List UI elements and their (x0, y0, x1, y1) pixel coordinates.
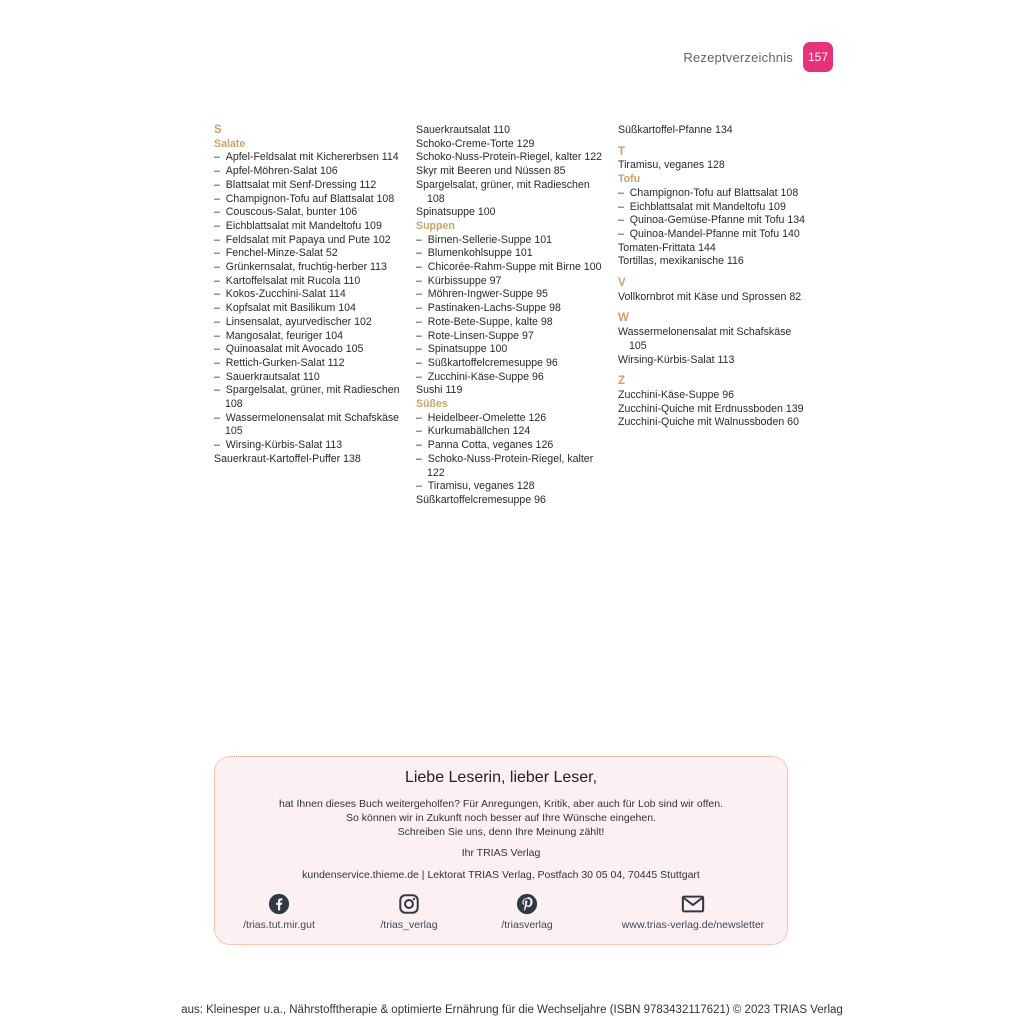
index-entry: – Schoko-Nuss-Protein-Riegel, kalter 122 (416, 453, 606, 480)
index-entry: – Wassermelonensalat mit Schafskäse 105 (214, 412, 404, 439)
index-entry: – Kürbissuppe 97 (416, 275, 606, 289)
box-text-line: hat Ihnen dieses Buch weitergeholfen? Für Anregungen, Kritik, aber auch für Lob sind wir offen. (279, 798, 723, 810)
box-text-line: Schreiben Sie uns, denn Ihre Meinung zählt! (397, 826, 605, 838)
reader-feedback-box (214, 756, 788, 945)
index-sub-list (416, 234, 606, 385)
index-entry: – Kartoffelsalat mit Rucola 110 (214, 275, 404, 289)
index-entry: – Chicorée-Rahm-Suppe mit Birne 100 (416, 261, 606, 275)
index-subheading: Salate (214, 137, 246, 150)
social-facebook[interactable] (237, 893, 321, 931)
index-entry: Wassermelonensalat mit Schafskäse 105 (618, 326, 792, 352)
index-column-2 (416, 124, 606, 508)
index-entry: – Champignon-Tofu auf Blattsalat 108 (214, 193, 404, 207)
pinterest-link[interactable]: /triasverlag (501, 919, 553, 931)
index-entry: – Apfel-Möhren-Salat 106 (214, 165, 404, 179)
index-entry: – Tiramisu, veganes 128 (416, 480, 606, 494)
index-entry: Sauerkrautsalat 110 (416, 124, 511, 136)
index-entry: – Heidelbeer-Omelette 126 (416, 412, 606, 426)
index-entry: – Couscous-Salat, bunter 106 (214, 206, 404, 220)
index-list (618, 389, 808, 430)
index-entry: Wirsing-Kürbis-Salat 113 (618, 353, 735, 366)
index-entry: – Rettich-Gurken-Salat 112 (214, 357, 404, 371)
index-entry: – Kopfsalat mit Basilikum 104 (214, 302, 404, 316)
index-sub-list (214, 151, 404, 452)
running-title: Rezeptverzeichnis (683, 49, 793, 65)
facebook-link[interactable]: /trias.tut.mir.gut (243, 919, 315, 931)
social-newsletter[interactable] (609, 893, 777, 931)
index-entry: – Blumenkohlsuppe 101 (416, 247, 606, 261)
index-entry: Tiramisu, veganes 128 (618, 159, 725, 172)
index-subheading: Süßes (416, 398, 448, 411)
index-entry: – Panna Cotta, veganes 126 (416, 439, 606, 453)
index-entry: Skyr mit Beeren und Nüssen 85 (416, 165, 566, 178)
index-list (618, 326, 808, 367)
index-entry: – Möhren-Ingwer-Suppe 95 (416, 288, 606, 302)
index-list (416, 124, 606, 220)
index-entry: – Quinoa-Gemüse-Pfanne mit Tofu 134 (618, 214, 808, 228)
index-entry: – Eichblattsalat mit Mandeltofu 109 (214, 220, 404, 234)
newsletter-link[interactable]: www.trias-verlag.de/newsletter (621, 919, 765, 931)
index-entry: – Champignon-Tofu auf Blattsalat 108 (618, 187, 808, 201)
index-entry: Tomaten-Frittata 144 (618, 241, 716, 254)
box-contact: kundenservice.thieme.de | Lektorat TRIAS Verlag, Postfach 30 05 04, 70445 Stuttgart (302, 869, 700, 881)
index-entry: – Eichblattsalat mit Mandeltofu 109 (618, 201, 808, 215)
index-letter: V (618, 277, 626, 290)
instagram-link[interactable]: /trias_verlag (380, 919, 438, 931)
index-entry: – Spargelsalat, grüner, mit Radieschen 108 (214, 384, 404, 411)
index-entry: – Rote-Linsen-Suppe 97 (416, 330, 606, 344)
index-entry: Sushi 119 (416, 384, 463, 397)
index-entry: – Linsensalat, ayurvedischer 102 (214, 316, 404, 330)
index-entry: Vollkornbrot mit Käse und Sprossen 82 (618, 290, 802, 303)
page-header (683, 42, 833, 72)
index-entry: Spargelsalat, grüner, mit Radieschen 108 (416, 178, 590, 205)
source-footer: aus: Kleinesper u.a., Nährstofftherapie & optimierte Ernährung für die Wechseljahre (ISBN 9783432117621) © 2023 TRIAS Verlag (181, 1004, 843, 1016)
index-entry: – Feldsalat mit Papaya und Pute 102 (214, 234, 404, 248)
index-column-1 (214, 124, 404, 467)
index-list (618, 124, 808, 138)
index-entry: Zucchini-Käse-Suppe 96 (618, 388, 735, 401)
index-entry: Sauerkraut-Kartoffel-Puffer 138 (214, 452, 361, 465)
box-text (215, 797, 787, 839)
index-list (416, 384, 606, 398)
index-entry: – Quinoa-Mandel-Pfanne mit Tofu 140 (618, 228, 808, 242)
index-entry: Süßkartoffelcremesuppe 96 (416, 493, 546, 506)
index-entry: – Rote-Bete-Suppe, kalte 98 (416, 316, 606, 330)
index-entry: – Zucchini-Käse-Suppe 96 (416, 371, 606, 385)
box-title: Liebe Leserin, lieber Leser, (404, 769, 598, 786)
box-signature: Ihr TRIAS Verlag (461, 847, 541, 859)
index-letter: W (618, 312, 629, 325)
index-entry: Zucchini-Quiche mit Walnussboden 60 (618, 416, 799, 429)
index-entry: – Wirsing-Kürbis-Salat 113 (214, 439, 404, 453)
index-sub-list (416, 412, 606, 494)
index-sub-list (618, 187, 808, 242)
index-entry: – Spinatsuppe 100 (416, 343, 606, 357)
index-list (416, 494, 606, 508)
index-entry: – Grünkernsalat, fruchtig-herber 113 (214, 261, 404, 275)
instagram-icon (398, 893, 420, 915)
index-entry: – Fenchel-Minze-Salat 52 (214, 247, 404, 261)
index-entry: – Sauerkrautsalat 110 (214, 371, 404, 385)
index-entry: Spinatsuppe 100 (416, 206, 496, 219)
facebook-icon (268, 893, 290, 915)
index-entry: – Kokos-Zucchini-Salat 114 (214, 288, 404, 302)
index-entry: – Mangosalat, feuriger 104 (214, 330, 404, 344)
index-list (214, 453, 404, 467)
index-entry: – Apfel-Feldsalat mit Kichererbsen 114 (214, 151, 404, 165)
mail-icon (681, 893, 705, 915)
index-entry: – Süßkartoffelcremesuppe 96 (416, 357, 606, 371)
index-column-3 (618, 124, 808, 430)
index-letter: T (618, 145, 626, 158)
index-entry: Schoko-Nuss-Protein-Riegel, kalter 122 (416, 151, 603, 164)
index-list (618, 291, 808, 305)
index-entry: Zucchini-Quiche mit Erdnussboden 139 (618, 402, 804, 415)
index-entry: – Birnen-Sellerie-Suppe 101 (416, 234, 606, 248)
index-letter: Z (618, 375, 626, 388)
box-text-line: So können wir in Zukunft noch besser auf Ihre Wünsche eingehen. (346, 812, 656, 824)
social-pinterest[interactable] (487, 893, 567, 931)
page-number-badge: 157 (803, 42, 833, 72)
index-entry: Süßkartoffel-Pfanne 134 (618, 124, 733, 136)
pinterest-icon (516, 893, 538, 915)
index-list (618, 242, 808, 269)
index-letter: S (214, 124, 222, 136)
index-list (618, 159, 808, 173)
index-subheading: Tofu (618, 173, 641, 186)
index-entry: Tortillas, mexikanische 116 (618, 255, 744, 268)
index-entry: – Kurkumabällchen 124 (416, 425, 606, 439)
social-instagram[interactable] (367, 893, 451, 931)
index-entry: – Quinoasalat mit Avocado 105 (214, 343, 404, 357)
index-entry: – Blattsalat mit Senf-Dressing 112 (214, 179, 404, 193)
index-subheading: Suppen (416, 219, 455, 232)
index-entry: Schoko-Creme-Torte 129 (416, 137, 535, 150)
index-entry: – Pastinaken-Lachs-Suppe 98 (416, 302, 606, 316)
